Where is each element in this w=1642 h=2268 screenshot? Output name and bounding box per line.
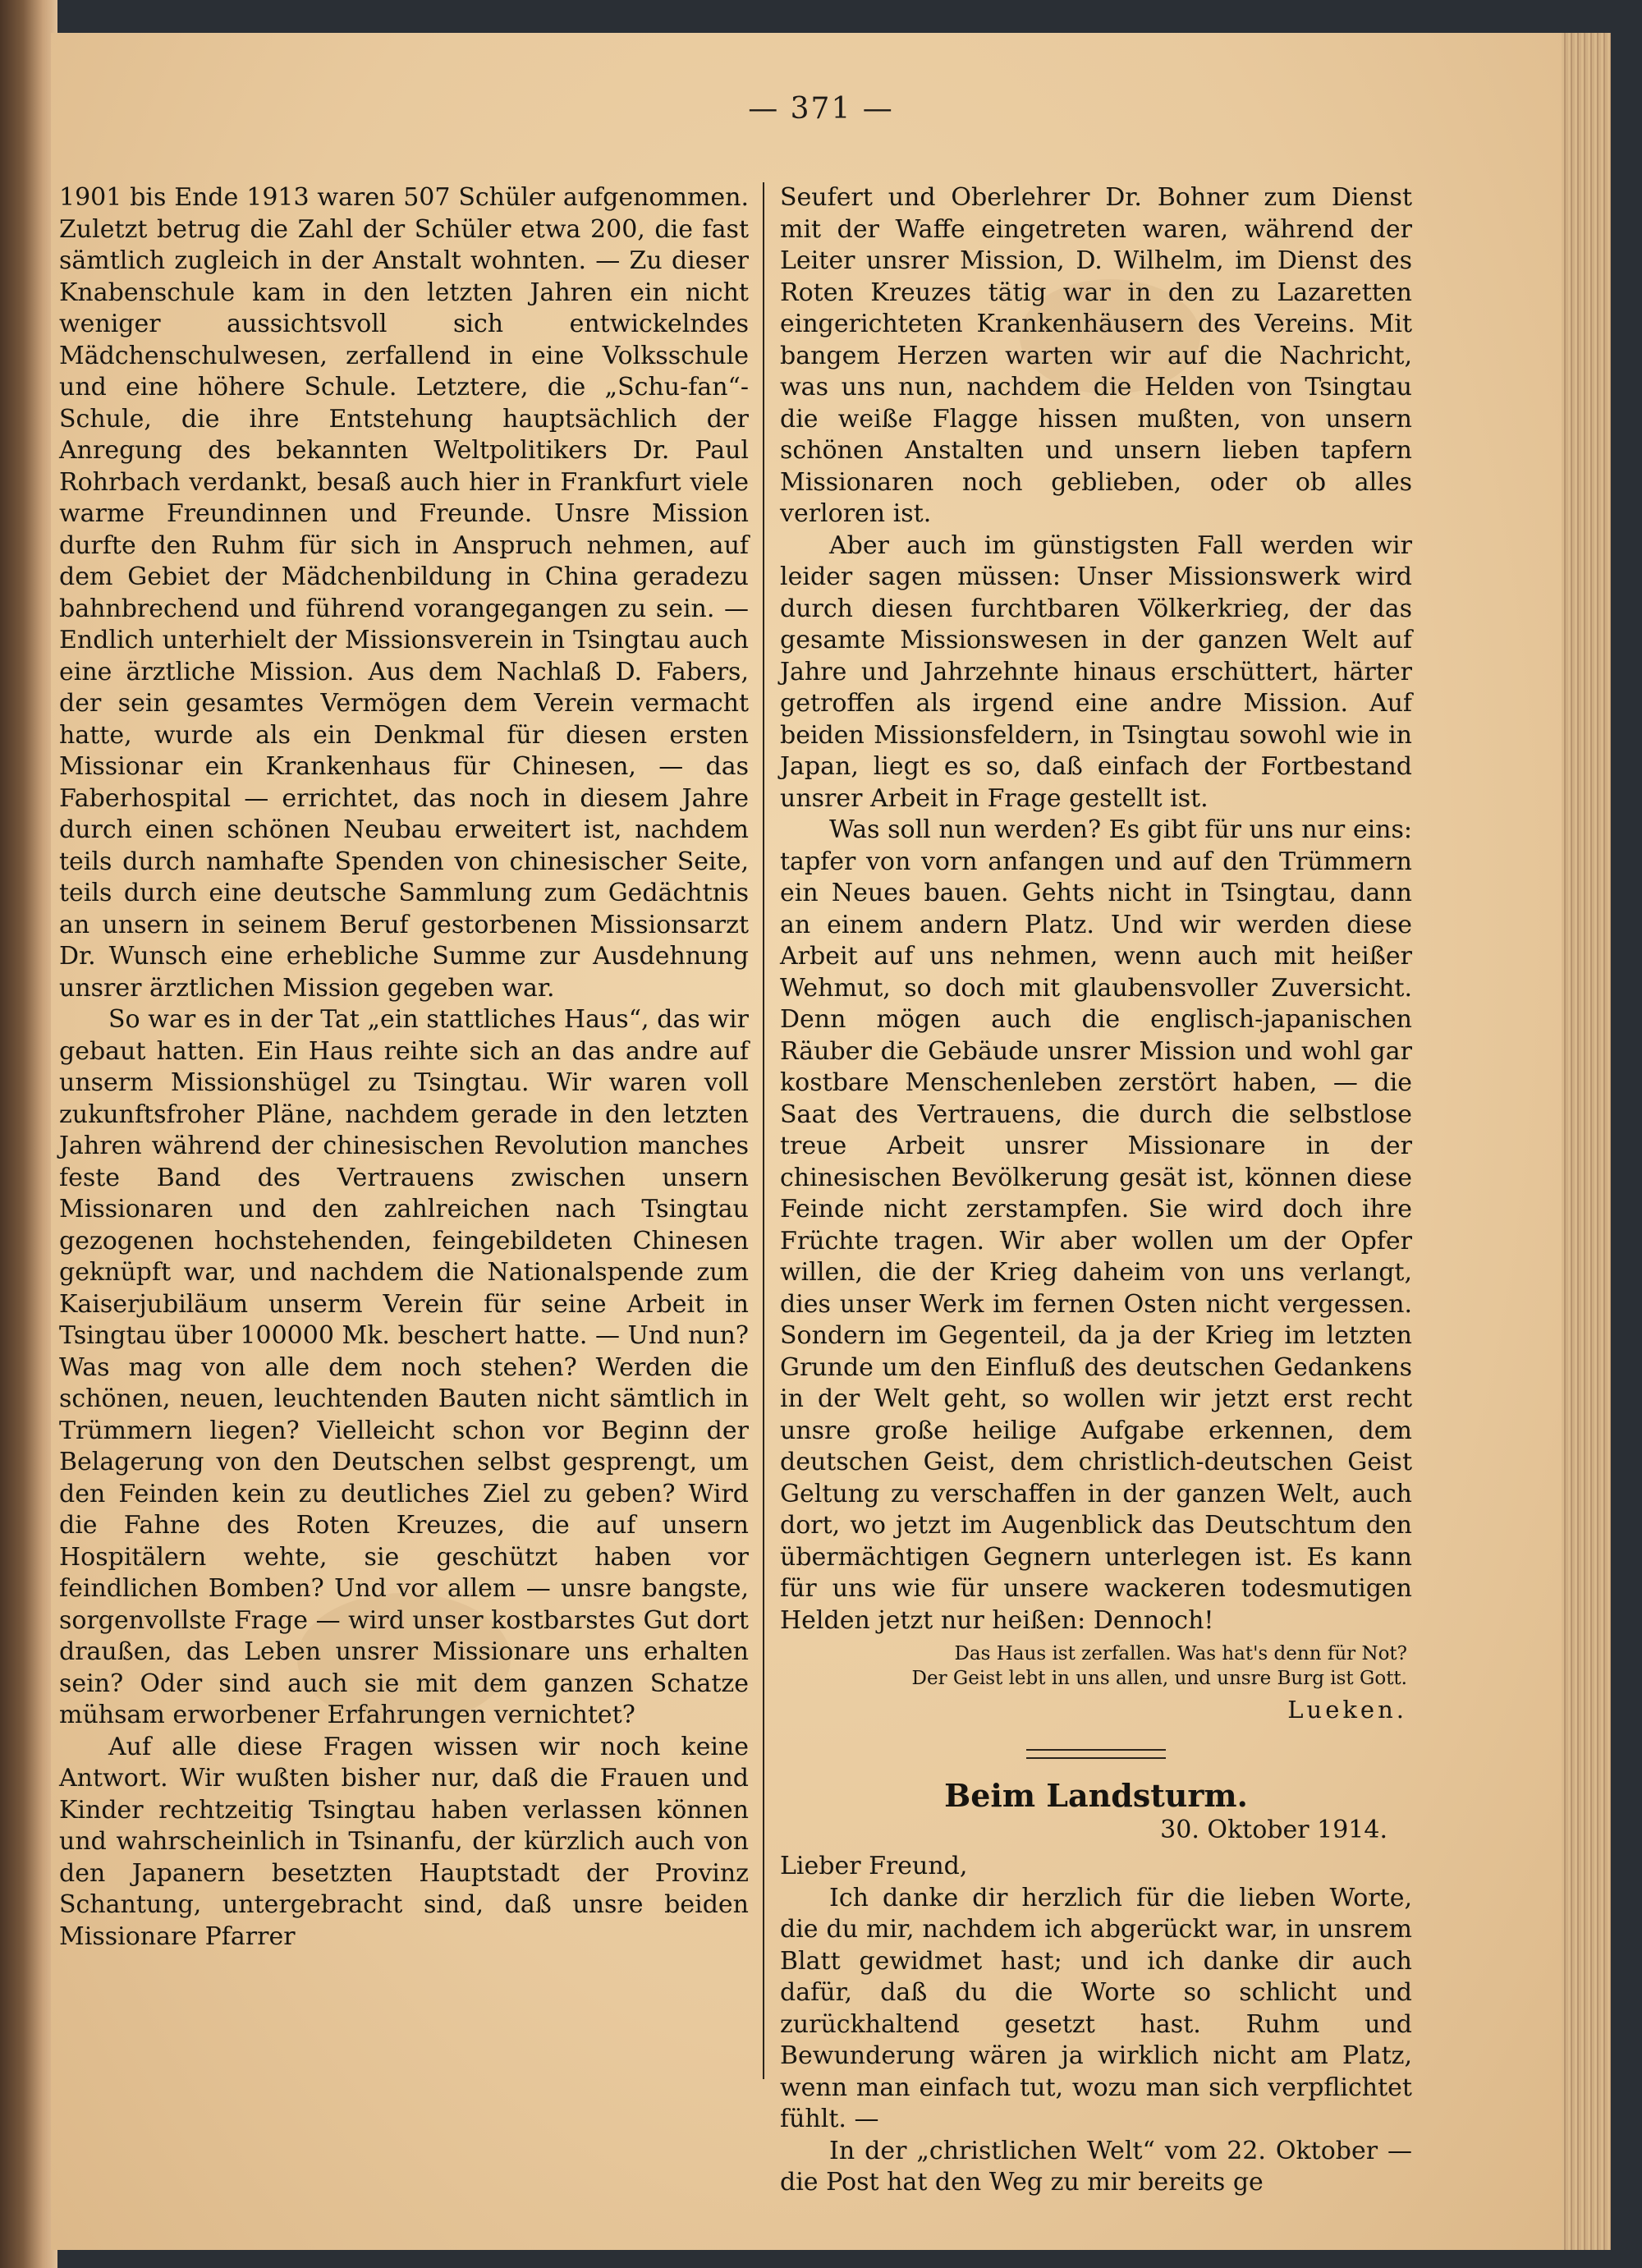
verse-quote [780, 1641, 1412, 1691]
paragraph: In der „christlichen Welt“ vom 22. Oktober — die Post hat den Weg zu mir bereits ge [780, 2136, 1412, 2197]
paragraph: Was soll nun werden? Es gibt für uns nur eins: tapfer von vorn anfangen und auf den Trümmern ein Neues bauen. Gehts nicht in Tsingtau, dann an einem andern Platz. Und wir werden diese Arbeit auf uns nehmen, wenn auch mit heißer Wehmut, so doch mit glaubensvoller Zuversicht. Denn mögen auch die englisch-japanischen Räuber die Gebäude unsrer Mission und wohl gar kostbare Menschenleben zerstört haben, — die Saat des Vertrauens, die durch die selbstlose treue Arbeit unsrer Missionare in der chinesischen Bevölkerung gesät ist, können diese Feinde nicht zerstampfen. Sie wird doch ihre Früchte tragen. Wir aber wollen um der Opfer willen, die der Krieg daheim von uns verlangt, dies unser Werk im fernen Osten nicht vergessen. Sondern im Gegenteil, da ja der Krieg im letzten Grunde um den Einfluß des deutschen Gedankens in der Welt geht, so wollen wir jetzt erst recht unsre große heilige Aufgabe erkennen, dem deutschen Geist, dem christlich-deutschen Geist Geltung zu verschaffen in der ganzen Welt, auch dort, wo jetzt im Augenblick das Deutschtum den übermächtigen Gegnern unterlegen ist. Es kann für uns wie für unsere wackeren todesmutigen Helden jetzt nur heißen: Dennoch! [780, 815, 1412, 1635]
page-edges [1562, 33, 1611, 2250]
column-divider [763, 182, 764, 2079]
paragraph: So war es in der Tat „ein stattliches Haus“, das wir gebaut hatten. Ein Haus reihte sich an das andre auf unserm Missionshügel zu Tsingtau. Wir waren voll zukunftsfroher Pläne, nachdem gerade in den letzten Jahren während der chinesischen Revolution manches feste Band des Vertrauens zwischen unsern Missionaren und den zahlreichen nach Tsingtau gezogenen hochstehenden, feingebildeten Chinesen geknüpft war, und nachdem die Nationalspende zum Kaiserjubiläum unserm Verein für seine Arbeit in Tsingtau über 100000 Mk. beschert hatte. — Und nun? Was mag von alle dem noch stehen? Werden die schönen, neuen, leuchtenden Bauten nicht sämtlich in Trümmern liegen? Vielleicht schon vor Beginn der Belagerung von den Deutschen selbst gesprengt, um den Feinden kein zu deutliches Ziel zu geben? Wird die Fahne des Roten Kreuzes, die auf unsern Hospitälern wehte, sie geschützt haben vor feindlichen Bomben? Und vor allem — unsre bangste, sorgenvollste Frage — wird unser kostbarstes Gut dort draußen, das Leben unsrer Missionare uns erhalten sein? Oder sind auch sie mit dem ganzen Schatze mühsam erworbener Erfahrungen vernichtet? [59, 1005, 749, 1729]
paragraph: Seufert und Oberlehrer Dr. Bohner zum Dienst mit der Waffe eingetreten waren, während der Leiter unsrer Mission, D. Wilhelm, im Dienst des Roten Kreuzes tätig war in den zu Lazaretten eingerichteten Krankenhäusern des Vereins. Mit bangem Herzen warten wir auf die Nachricht, was uns nun, nachdem die Helden von Tsingtau die weiße Flagge hissen mußten, von unsern schönen Anstalten und unsern lieben tapfern Missionaren noch geblieben, oder ob alles verloren ist. [780, 183, 1412, 528]
verse-author: Lueken. [1287, 1696, 1407, 1724]
verse-line: Der Geist lebt in uns allen, und unsre Burg ist Gott. [911, 1668, 1407, 1689]
paragraph: Aber auch im günstigsten Fall werden wir leider sagen müssen: Unser Missionswerk wird durch diesen furchtbaren Völkerkrieg, der das gesamte Missionswesen in der ganzen Welt auf Jahre und Jahrzehnte hinaus erschüttert, härter getroffen als irgend eine andre Mission. Auf beiden Missionsfeldern, in Tsingtau sowohl wie in Japan, liegt es so, daß einfach der Fortbestand unsrer Arbeit in Frage gestellt ist. [780, 530, 1412, 813]
letter-salutation: Lieber Freund, [780, 1852, 968, 1880]
section-heading: Beim Landsturm. [944, 1776, 1248, 1814]
verse-line: Das Haus ist zerfallen. Was hat's denn für Not? [954, 1643, 1407, 1664]
paragraph: 1901 bis Ende 1913 waren 507 Schüler aufgenommen. Zuletzt betrug die Zahl der Schüler etwa 200, die fast sämtlich zugleich in der Anstalt wohnten. — Zu dieser Knabenschule kam in den letzten Jahren ein nicht weniger aussichtsvoll sich entwickelndes Mädchenschulwesen, zerfallend in eine Volksschule und eine höhere Schule. Letztere, die „Schu-fan“-Schule, die ihre Entstehung hauptsächlich der Anregung des bekannten Weltpolitikers Dr. Paul Rohrbach verdankt, besaß auch hier in Frankfurt viele warme Freundinnen und Freunde. Unsre Mission durfte den Ruhm für sich in Anspruch nehmen, auf dem Gebiet der Mädchenbildung in China geradezu bahnbrechend und führend vorangegangen zu sein. — Endlich unterhielt der Missionsverein in Tsingtau auch eine ärztliche Mission. Aus dem Nachlaß D. Fabers, der sein gesamtes Vermögen dem Verein vermacht hatte, wurde als ein Denkmal für diesen ersten Missionar ein Krankenhaus für Chinesen, — das Faberhospital — errichtet, das noch in diesem Jahre durch einen schönen Neubau erweitert ist, nachdem teils durch namhafte Spenden von chinesischer Seite, teils durch eine deutsche Sammlung zum Gedächtnis an unsern in seinem Beruf gestorbenen Missionsarzt Dr. Wunsch eine erhebliche Summe zur Ausdehnung unsrer ärztlichen Mission gegeben war. [59, 183, 749, 1003]
section-separator [1026, 1749, 1166, 1759]
paragraph: Ich danke dir herzlich für die lieben Worte, die du mir, nachdem ich abgerückt war, in unsrem Blatt gewidmet hast; und ich danke dir auch dafür, daß du die Worte so schlicht und zurückhaltend gesetzt hast. Ruhm und Bewunderung wären ja wirklich nicht am Platz, wenn man einfach tut, wozu man sich verpflichtet fühlt. — [780, 1883, 1412, 2133]
paragraph: Auf alle diese Fragen wissen wir noch keine Antwort. Wir wußten bisher nur, daß die Frauen und Kinder rechtzeitig Tsingtau haben verlassen können und wahrscheinlich in Tsinanfu, der kürzlich auch von den Japanern besetzten Hauptstadt der Provinz Schantung, untergebracht sind, daß unsre beiden Missionare Pfarrer [59, 1732, 749, 1951]
left-column [59, 182, 749, 1953]
book-binding [0, 0, 57, 2268]
section-date: 30. Oktober 1914. [1160, 1815, 1387, 1844]
page-number: — 371 — [748, 92, 894, 126]
right-column [780, 182, 1412, 2199]
